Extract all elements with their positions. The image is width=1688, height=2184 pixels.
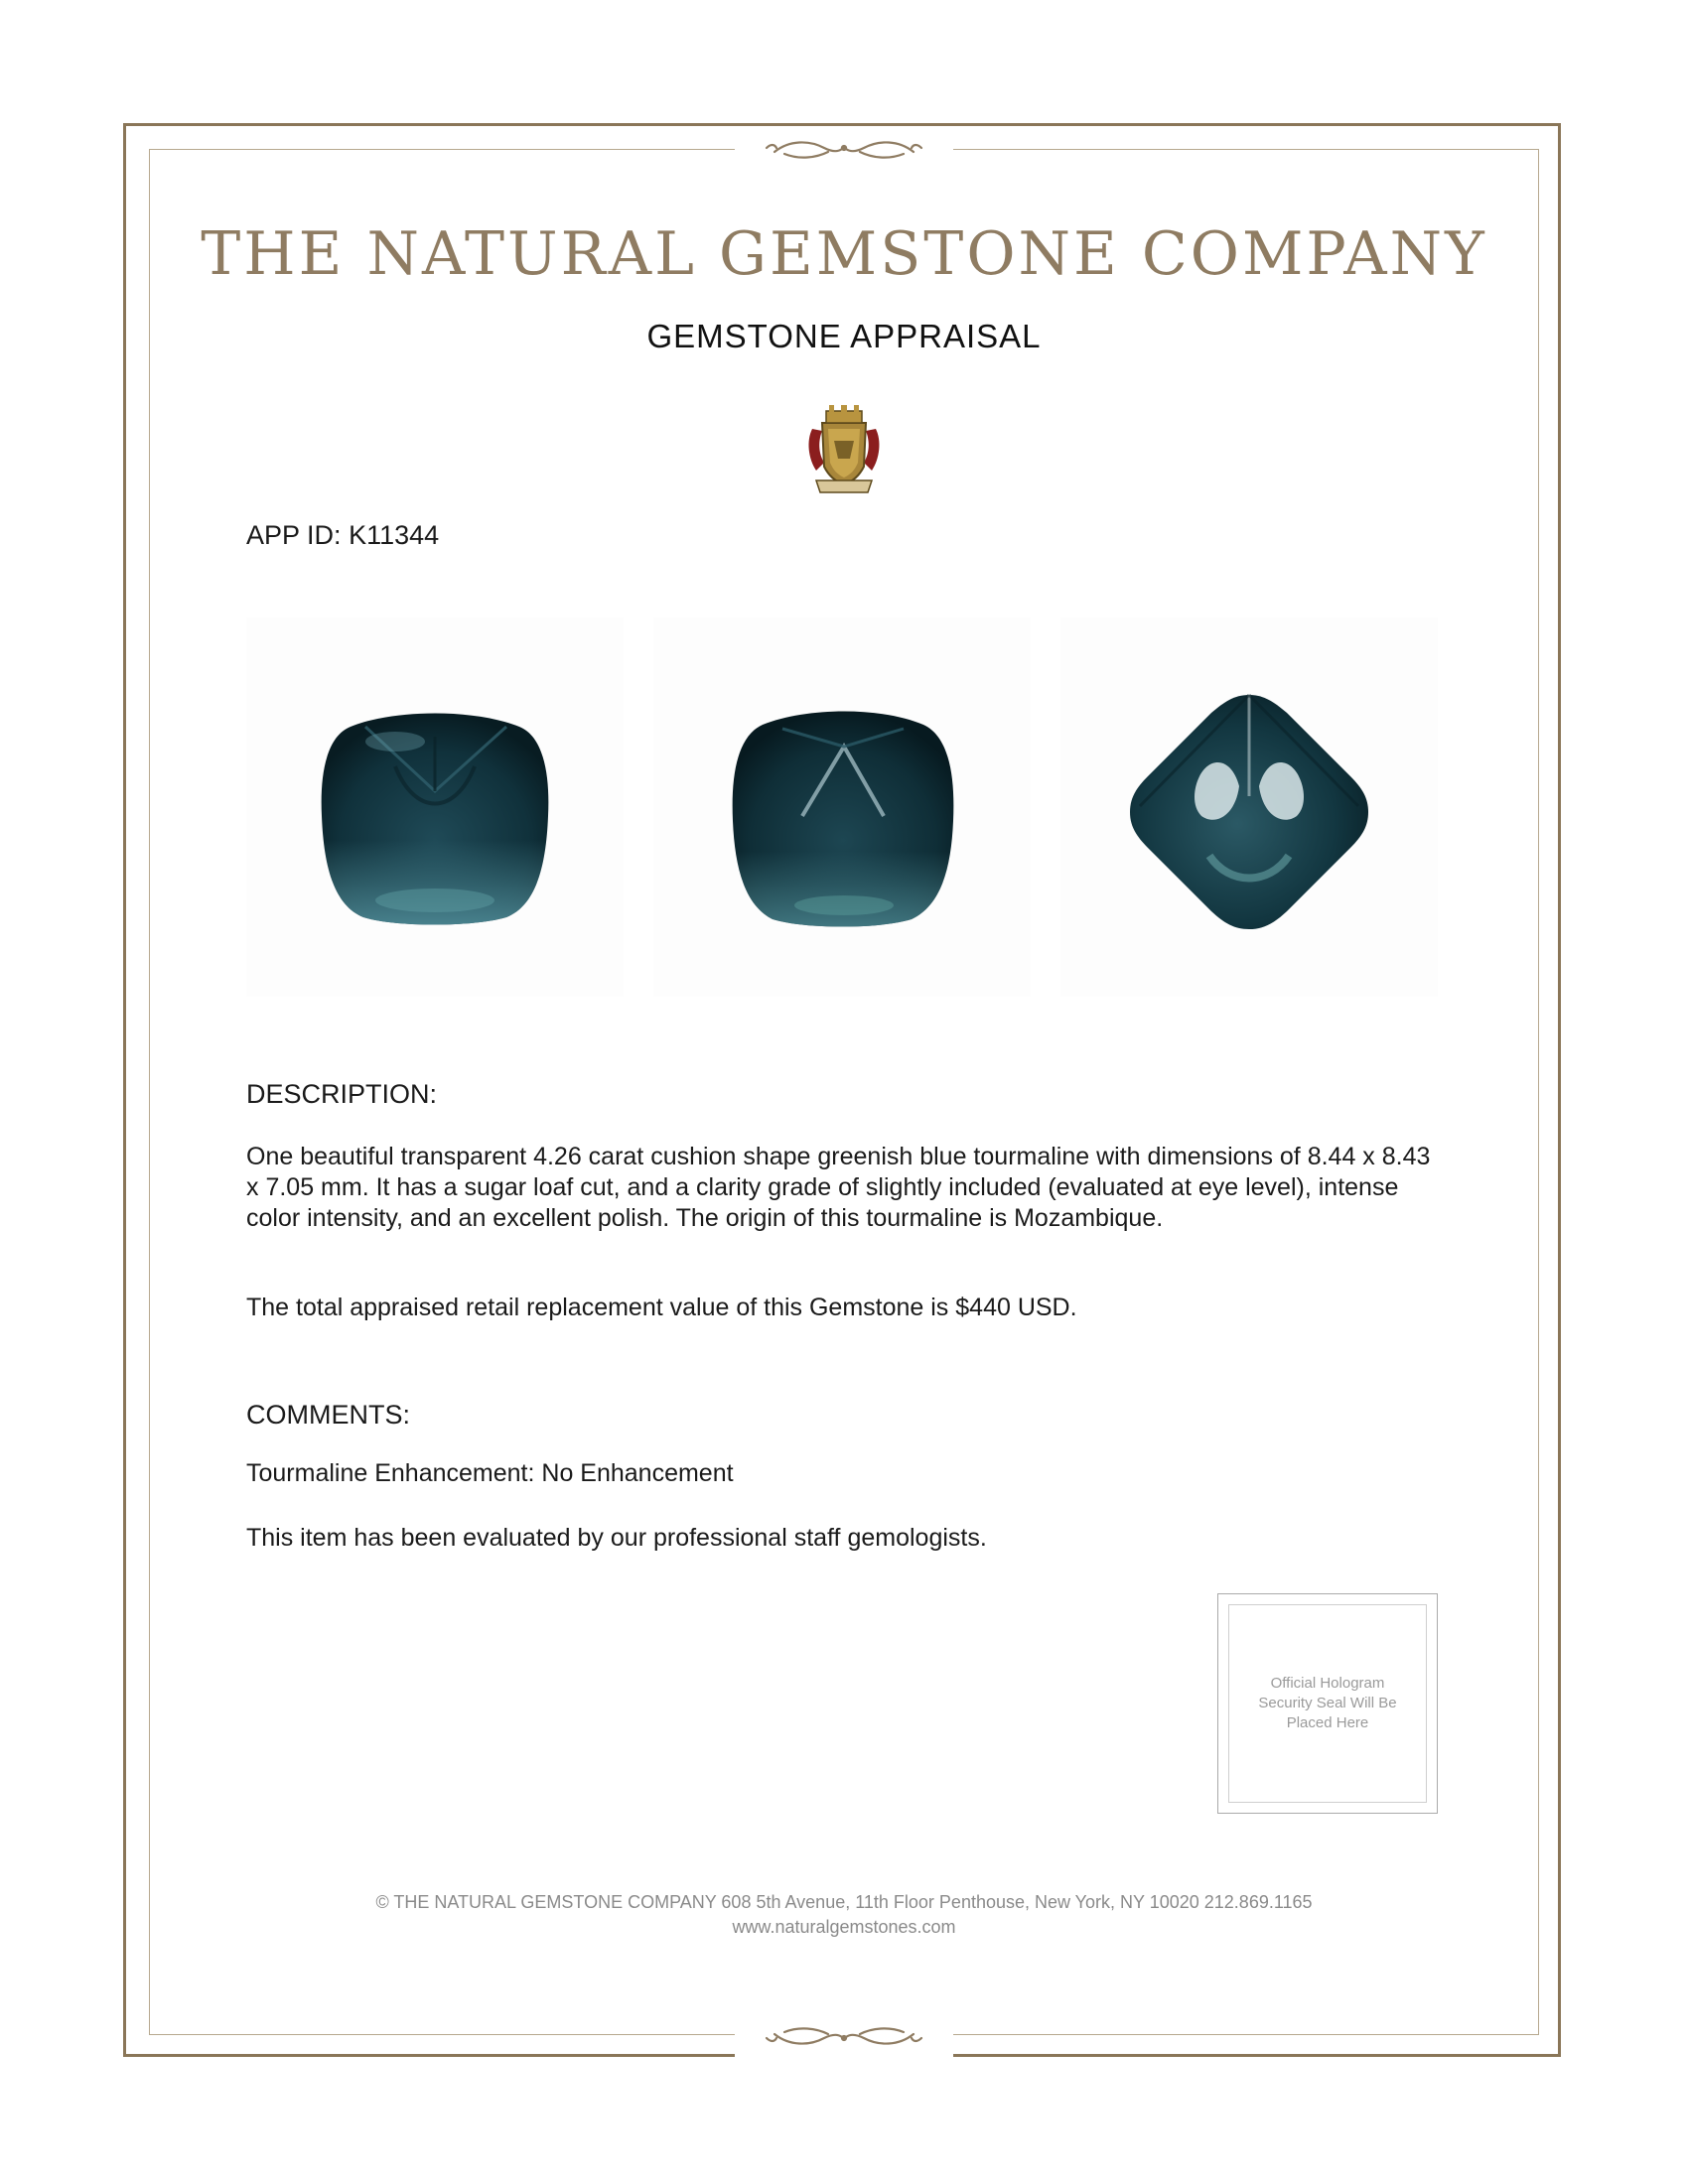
hologram-seal-placeholder	[1217, 1593, 1438, 1814]
gemstone-icon	[246, 617, 624, 997]
app-id-value: K11344	[349, 520, 440, 550]
evaluation-comment: This item has been evaluated by our professional staff gemologists.	[246, 1524, 987, 1552]
app-id	[246, 522, 439, 549]
footer-address: © THE NATURAL GEMSTONE COMPANY 608 5th Avenue, 11th Floor Penthouse, New York, NY 10020 212.869.1165	[375, 1892, 1313, 1912]
footer-website: www.naturalgemstones.com	[732, 1917, 956, 1937]
value-statement: The total appraised retail replacement value of this Gemstone is $440 USD.	[246, 1294, 1077, 1321]
hologram-seal-text: Official Hologram Security Seal Will Be Placed Here	[1258, 1675, 1397, 1731]
description-body: One beautiful transparent 4.26 carat cushion shape greenish blue tourmaline with dimensions of 8.44 x 8.43 x 7.05 mm. It has a sugar loaf cut, and a clarity grade of slightly included (evaluated at eye level), intense color intensity, and an excellent polish. The origin of this tourmaline is Mozambique.	[246, 1143, 1431, 1232]
flourish-ornament-icon	[735, 2017, 953, 2057]
flourish-ornament-icon	[735, 129, 953, 169]
company-name: THE NATURAL GEMSTONE COMPANY	[201, 219, 1487, 289]
hologram-seal-inner	[1228, 1604, 1427, 1803]
enhancement-comment: Tourmaline Enhancement: No Enhancement	[246, 1459, 734, 1487]
gemstone-photo-front	[246, 617, 624, 997]
gemstone-photo-diagonal	[1060, 617, 1438, 997]
gemstone-icon	[1060, 617, 1438, 997]
app-id-label: APP ID:	[246, 520, 342, 550]
document-title: GEMSTONE APPRAISAL	[646, 318, 1042, 354]
gemstone-photo-angle	[653, 617, 1031, 997]
crest-logo-icon	[802, 401, 886, 496]
gemstone-icon	[653, 617, 1031, 997]
comments-heading: COMMENTS:	[246, 1400, 410, 1430]
description-heading: DESCRIPTION:	[246, 1079, 438, 1109]
